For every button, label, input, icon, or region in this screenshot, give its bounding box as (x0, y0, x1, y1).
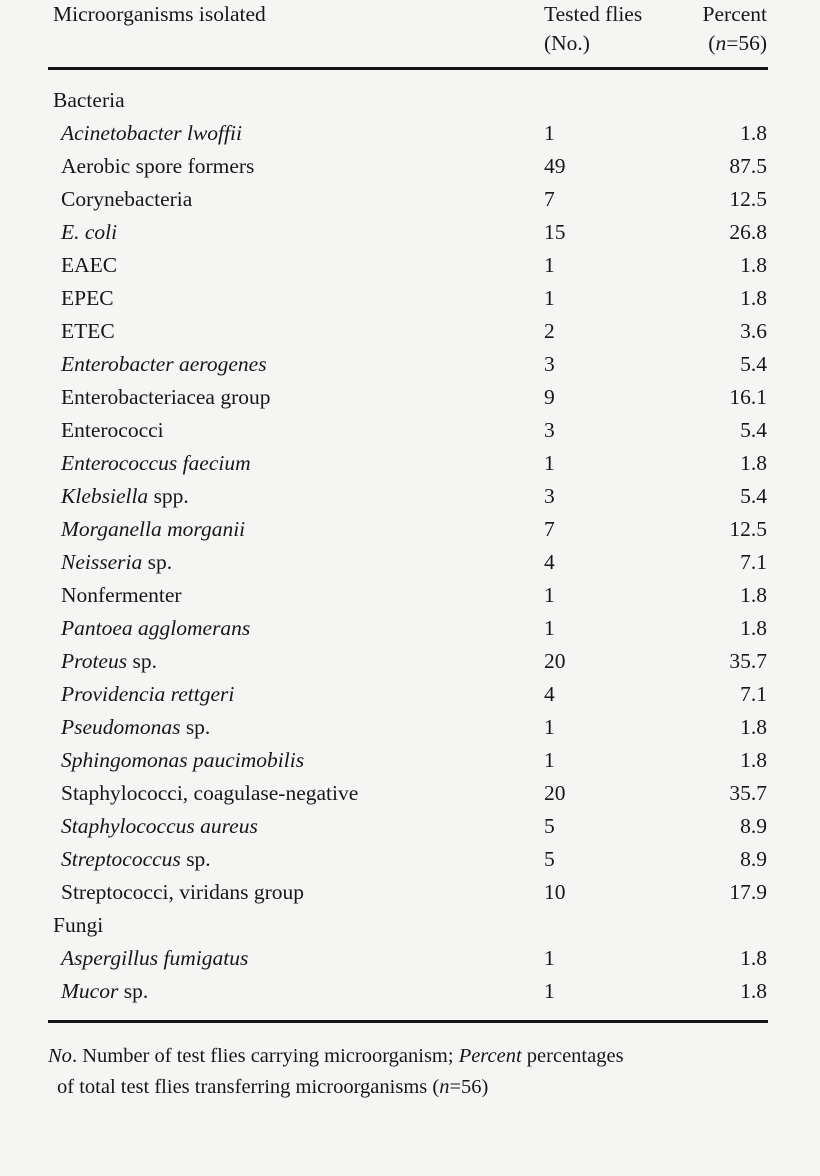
organism-scientific-name: E. coli (61, 220, 118, 244)
tested-flies-cell (496, 84, 646, 117)
tested-flies-cell: 1 (544, 253, 555, 277)
organism-scientific-name: Pseudomonas (61, 715, 181, 739)
table-row (48, 513, 768, 546)
table-body (48, 84, 768, 1008)
organism-scientific-name: Acinetobacter lwoffii (61, 121, 242, 145)
tested-flies-cell: 20 (544, 781, 566, 805)
table-row (48, 249, 768, 282)
table-row (48, 150, 768, 183)
percent-cell: 1.8 (740, 583, 767, 607)
footnote-text-1: . Number of test flies carrying microorganism; (71, 1045, 459, 1067)
table-footer (48, 1008, 768, 1023)
table-row (48, 447, 768, 480)
tested-flies-cell: 5 (544, 847, 555, 871)
footnote-line-2 (48, 1072, 768, 1103)
organism-name-cell (48, 117, 496, 150)
organism-common-name: ETEC (61, 319, 115, 343)
organism-name-cell (48, 942, 496, 975)
column-header-microorganisms-label: Microorganisms isolated (53, 2, 266, 26)
table-header (48, 0, 768, 84)
percent-cell: 1.8 (740, 946, 767, 970)
organism-common-name: Staphylococci, coagulase-negative (61, 781, 359, 805)
organism-scientific-name: Enterococcus faecium (61, 451, 251, 475)
percent-cell: 35.7 (729, 781, 767, 805)
percent-cell: 17.9 (729, 880, 767, 904)
tested-flies-cell: 2 (544, 319, 555, 343)
organism-name-cell (48, 513, 496, 546)
percent-cell: 12.5 (729, 517, 767, 541)
tested-flies-cell: 7 (544, 517, 555, 541)
table-row (48, 777, 768, 810)
tested-flies-cell: 1 (544, 121, 555, 145)
organism-scientific-name: Enterobacter aerogenes (61, 352, 267, 376)
percent-cell: 8.9 (740, 814, 767, 838)
tested-flies-cell: 1 (544, 979, 555, 1003)
table-row (48, 810, 768, 843)
sample-size-value: =56) (726, 31, 767, 55)
organism-name-cell (48, 645, 496, 678)
table-row (48, 612, 768, 645)
tested-flies-cell (496, 909, 646, 942)
organism-name-cell (48, 315, 496, 348)
bottom-rule-cell (48, 1008, 768, 1023)
table-row (48, 216, 768, 249)
percent-cell: 16.1 (729, 385, 767, 409)
percent-cell: 1.8 (740, 979, 767, 1003)
organism-common-name: sp. (118, 979, 149, 1003)
percent-cell: 1.8 (740, 616, 767, 640)
percent-cell (646, 84, 768, 117)
organism-scientific-name: Providencia rettgeri (61, 682, 235, 706)
organism-common-name: EAEC (61, 253, 118, 277)
organism-scientific-name: Aspergillus fumigatus (61, 946, 249, 970)
table-row (48, 546, 768, 579)
column-header-percent-sublabel (646, 29, 767, 58)
organism-name-cell (48, 381, 496, 414)
organism-name-cell (48, 744, 496, 777)
organism-name-cell (48, 876, 496, 909)
tested-flies-cell: 20 (544, 649, 566, 673)
percent-cell: 1.8 (740, 451, 767, 475)
column-header-percent (646, 0, 768, 58)
table-row (48, 348, 768, 381)
column-header-tested-flies-sublabel: (No.) (544, 31, 590, 55)
percent-cell: 1.8 (740, 286, 767, 310)
percent-cell: 5.4 (740, 484, 767, 508)
organism-common-name: EPEC (61, 286, 114, 310)
organism-name-cell (48, 216, 496, 249)
table-section-row (48, 909, 768, 942)
tested-flies-cell: 1 (544, 583, 555, 607)
table-row (48, 414, 768, 447)
header-rule-cell (48, 58, 768, 84)
percent-cell: 3.6 (740, 319, 767, 343)
percent-cell: 1.8 (740, 748, 767, 772)
organism-name-cell (48, 843, 496, 876)
table-row (48, 315, 768, 348)
organism-scientific-name: Neisseria (61, 550, 143, 574)
column-header-microorganisms (48, 0, 496, 58)
organism-common-name: spp. (148, 484, 189, 508)
percent-cell (646, 909, 768, 942)
percent-cell: 7.1 (740, 682, 767, 706)
table-row (48, 645, 768, 678)
organism-scientific-name: Proteus (61, 649, 128, 673)
tested-flies-cell: 10 (544, 880, 566, 904)
footnote-percent-term: Percent (458, 1045, 522, 1067)
tested-flies-cell: 7 (544, 187, 555, 211)
footnote-no-abbrev: No (48, 1045, 72, 1067)
organism-common-name: Corynebacteria (61, 187, 193, 211)
organism-name-cell (48, 678, 496, 711)
organism-name-cell (48, 183, 496, 216)
table-footnote (48, 1041, 768, 1103)
table-section-row (48, 84, 768, 117)
table-row (48, 744, 768, 777)
organism-name-cell (48, 447, 496, 480)
percent-cell: 1.8 (740, 121, 767, 145)
organism-scientific-name: Klebsiella (61, 484, 149, 508)
column-header-tested-flies (496, 0, 646, 58)
tested-flies-cell: 1 (544, 451, 555, 475)
percent-cell: 12.5 (729, 187, 767, 211)
organism-common-name: sp. (142, 550, 173, 574)
organism-scientific-name: Sphingomonas paucimobilis (61, 748, 305, 772)
bottom-rule-row (48, 1008, 768, 1023)
percent-cell: 1.8 (740, 715, 767, 739)
header-row (48, 0, 768, 58)
footnote-line-1 (48, 1041, 768, 1072)
table-row (48, 183, 768, 216)
organism-common-name: Enterobacteriacea group (61, 385, 271, 409)
table-row (48, 711, 768, 744)
percent-cell: 1.8 (740, 253, 767, 277)
header-rule (48, 67, 768, 70)
organism-scientific-name: Morganella morganii (61, 517, 246, 541)
sample-size-symbol: n (715, 31, 727, 55)
table-row (48, 381, 768, 414)
organism-common-name: sp. (127, 649, 157, 673)
table-row (48, 876, 768, 909)
tested-flies-cell: 3 (544, 418, 555, 442)
tested-flies-cell: 9 (544, 385, 555, 409)
tested-flies-cell: 1 (544, 286, 555, 310)
organism-name-cell (48, 414, 496, 447)
organism-common-name: sp. (180, 715, 211, 739)
organism-name-cell (48, 249, 496, 282)
tested-flies-cell: 4 (544, 550, 555, 574)
organism-scientific-name: Staphylococcus aureus (61, 814, 258, 838)
organism-name-cell (48, 777, 496, 810)
footnote-text-2: percentages (521, 1045, 624, 1067)
section-label: Fungi (53, 913, 104, 937)
table-row (48, 942, 768, 975)
header-rule-row (48, 58, 768, 84)
tested-flies-cell: 1 (544, 616, 555, 640)
organism-name-cell (48, 975, 496, 1008)
organism-scientific-name: Streptococcus (61, 847, 181, 871)
organism-name-cell (48, 546, 496, 579)
organism-scientific-name: Mucor (61, 979, 119, 1003)
organism-scientific-name: Pantoea agglomerans (61, 616, 251, 640)
organism-common-name: Enterococci (61, 418, 164, 442)
organism-name-cell (48, 579, 496, 612)
organism-name-cell (48, 150, 496, 183)
tested-flies-cell: 3 (544, 484, 555, 508)
percent-cell: 87.5 (729, 154, 767, 178)
organism-name-cell (48, 810, 496, 843)
table-row (48, 117, 768, 150)
table-row (48, 480, 768, 513)
organism-common-name: Nonfermenter (61, 583, 182, 607)
section-label: Bacteria (53, 88, 125, 112)
tested-flies-cell: 1 (544, 715, 555, 739)
tested-flies-cell: 5 (544, 814, 555, 838)
tested-flies-cell: 1 (544, 946, 555, 970)
percent-cell: 7.1 (740, 550, 767, 574)
percent-cell: 35.7 (729, 649, 767, 673)
column-header-percent-label: Percent (702, 2, 767, 26)
tested-flies-cell: 3 (544, 352, 555, 376)
footnote-line2-text: of total test flies transferring microorganisms ( (57, 1076, 440, 1098)
organism-name-cell (48, 282, 496, 315)
organism-name-cell (48, 612, 496, 645)
percent-cell: 8.9 (740, 847, 767, 871)
organism-name-cell (48, 480, 496, 513)
table-row (48, 843, 768, 876)
table-row (48, 282, 768, 315)
footnote-sample-size-symbol: n (439, 1076, 450, 1098)
organism-common-name: Aerobic spore formers (61, 154, 255, 178)
percent-cell: 5.4 (740, 418, 767, 442)
organism-name-cell (48, 348, 496, 381)
microorganisms-table (48, 0, 768, 1023)
footnote-sample-size-value: =56) (449, 1076, 489, 1098)
percent-cell: 26.8 (729, 220, 767, 244)
table-row (48, 975, 768, 1008)
table-row (48, 579, 768, 612)
tested-flies-cell: 15 (544, 220, 566, 244)
column-header-tested-flies-label: Tested flies (544, 2, 643, 26)
tested-flies-cell: 49 (544, 154, 566, 178)
organism-common-name: Streptococci, viridans group (61, 880, 305, 904)
organism-name-cell (48, 711, 496, 744)
paren-open: ( (708, 31, 716, 55)
tested-flies-cell: 4 (544, 682, 555, 706)
table-row (48, 678, 768, 711)
tested-flies-cell: 1 (544, 748, 555, 772)
organism-common-name: sp. (180, 847, 211, 871)
percent-cell: 5.4 (740, 352, 767, 376)
bottom-rule (48, 1020, 768, 1023)
